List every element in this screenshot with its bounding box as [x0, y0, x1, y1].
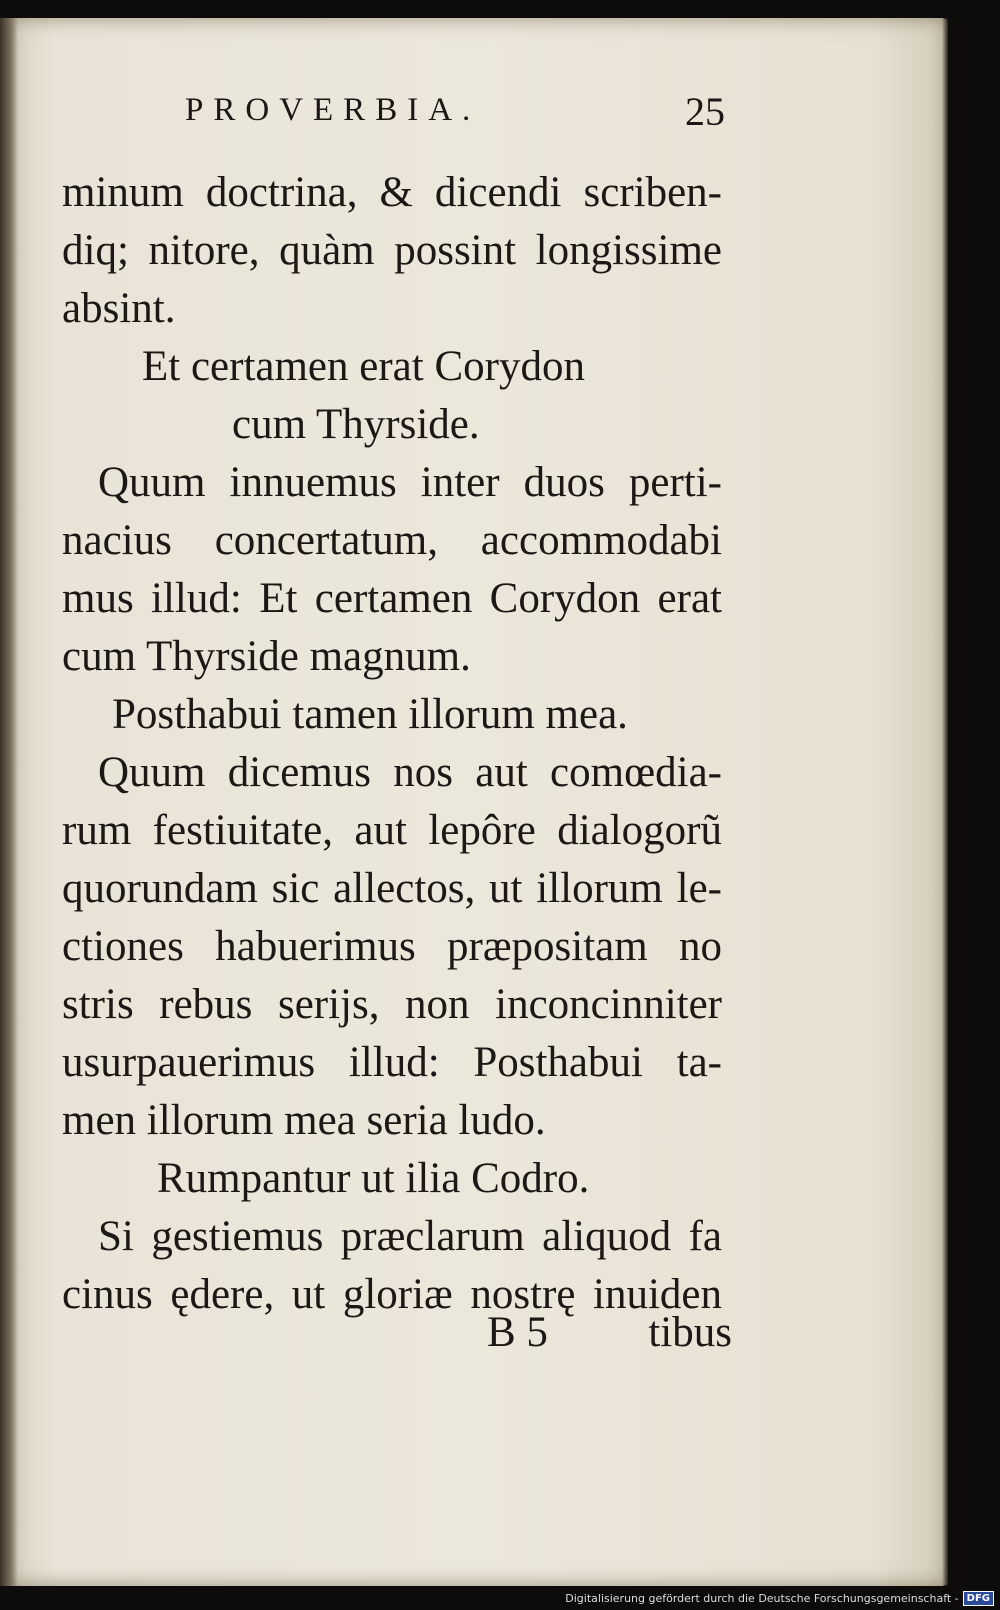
running-head: PROVERBIA. [185, 92, 481, 128]
text-line: usurpauerimus illud: Posthabui ta- [62, 1039, 722, 1086]
text-line: cum Thyrside magnum. [62, 633, 471, 680]
text-line: absint. [62, 285, 176, 332]
text-line: Rumpantur ut ilia Codro. [157, 1155, 590, 1202]
text-line: nacius concertatum, accommodabi [62, 517, 722, 564]
page-edge-shadow [942, 18, 948, 1586]
page-header [185, 80, 725, 140]
text-line: cum Thyrside. [232, 401, 480, 448]
text-line: mus illud: Et certamen Corydon erat [62, 575, 722, 622]
text-line: diq; nitore, quàm possint longissime [62, 227, 722, 274]
text-line: Posthabui tamen illorum mea. [112, 691, 628, 738]
text-line: stris rebus serijs, non inconcinniter [62, 981, 722, 1028]
digitization-credit [565, 1591, 994, 1606]
text-line: men illorum mea seria ludo. [62, 1097, 546, 1144]
credit-text: Digitalisierung gefördert durch die Deutsche Forschungsgemeinschaft - [565, 1592, 959, 1605]
text-line: ctiones habuerimus præpositam no [62, 923, 722, 970]
text-line: cinus ędere, ut gloriæ nostrę inuiden [62, 1271, 722, 1318]
text-line: Quum dicemus nos aut comœdia- [98, 749, 722, 796]
book-spine-shadow [0, 18, 18, 1586]
dfg-logo: DFG [963, 1591, 994, 1606]
text-line: Et certamen erat Corydon [142, 343, 585, 390]
text-line: quorundam sic allectos, ut illorum le- [62, 865, 722, 912]
page-footer [62, 1308, 732, 1366]
text-line: minum doctrina, & dicendi scriben- [62, 169, 722, 216]
page-number: 25 [685, 89, 725, 134]
catchword: tibus [648, 1309, 732, 1356]
text-line: rum festiuitate, aut lepôre dialogorũ [62, 807, 722, 854]
text-line: Quum innuemus inter duos perti- [98, 459, 722, 506]
text-line: Si gestiemus præclarum aliquod fa [98, 1213, 722, 1260]
book-page [0, 18, 948, 1586]
body-text [62, 164, 722, 1324]
signature-mark: B 5 [487, 1309, 548, 1356]
